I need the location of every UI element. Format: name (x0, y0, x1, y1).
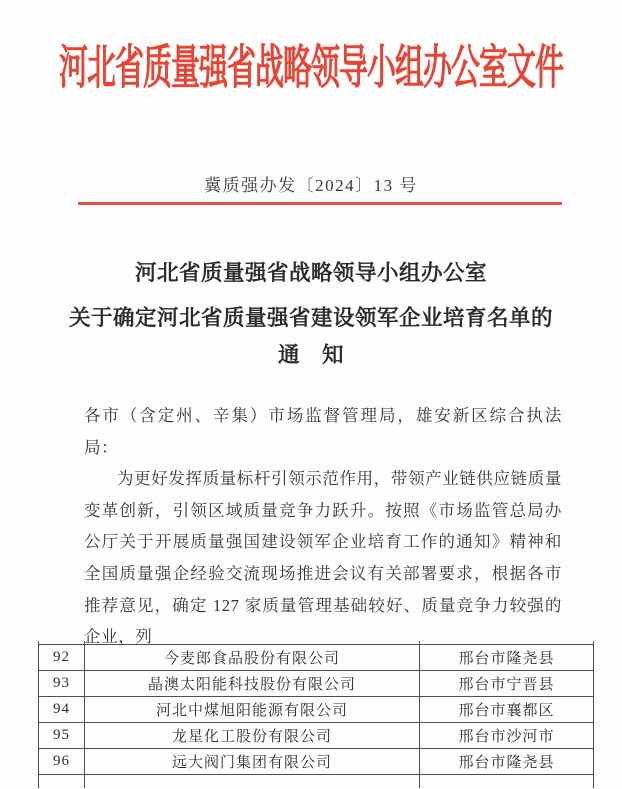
notice-title-line-3: 通 知 (277, 343, 344, 367)
companies-table (38, 641, 594, 788)
table-row-cutoff-bottom (39, 775, 594, 789)
salutation-line: 各市（含定州、辛集）市场监督管理局，雄安新区综合执法局： (84, 406, 562, 457)
company-name-cell: 河北中煤旭阳能源有限公司 (85, 697, 420, 723)
region-cell: 邢台市宁晋县 (420, 671, 594, 697)
row-number-cell: 94 (39, 697, 85, 723)
notice-title-line-2: 关于确定河北省质量强省建设领军企业培育名单的 (68, 306, 553, 330)
row-number-cell: 93 (39, 671, 85, 697)
companies-table-area (38, 641, 591, 788)
company-name-cell: 龙星化工股份有限公司 (85, 723, 420, 749)
letterhead-title: 河北省质量强省战略领导小组办公室文件 (58, 42, 563, 95)
company-name-cell: 远大阀门集团有限公司 (85, 749, 420, 775)
row-number-cell: 96 (39, 749, 85, 775)
region-cell: 邢台市沙河市 (420, 723, 594, 749)
notice-title-line-1: 河北省质量强省战略领导小组办公室 (134, 261, 487, 285)
table-row (39, 723, 594, 749)
region-cell: 邢台市襄都区 (420, 697, 594, 723)
table-row (39, 645, 594, 671)
company-name-cell: 晶澳太阳能科技股份有限公司 (85, 671, 420, 697)
body-paragraph: 为更好发挥质量标杆引领示范作用，带领产业链供应链质量变革创新，引领区域质量竞争力跃升。按照《市场监管总局办公厅关于开展质量强国建设领军企业培育工作的通知》精神和全国质量强企经验交流现场推进会议有关部署要求，根据各市推荐意见，确定 127 家质量管理基础较好、质量竞争力较强的企业，列 (84, 469, 562, 647)
table-row (39, 697, 594, 723)
table-row (39, 749, 594, 775)
red-divider-line (78, 202, 562, 205)
region-cell: 邢台市隆尧县 (420, 749, 594, 775)
region-cell: 邢台市隆尧县 (420, 645, 594, 671)
notice-body (84, 400, 562, 653)
row-number-cell: 95 (39, 723, 85, 749)
row-number-cell: 92 (39, 645, 85, 671)
doc-number: 冀质强办发〔2024〕13 号 (204, 176, 418, 195)
company-name-cell: 今麦郎食品股份有限公司 (85, 645, 420, 671)
table-row (39, 671, 594, 697)
